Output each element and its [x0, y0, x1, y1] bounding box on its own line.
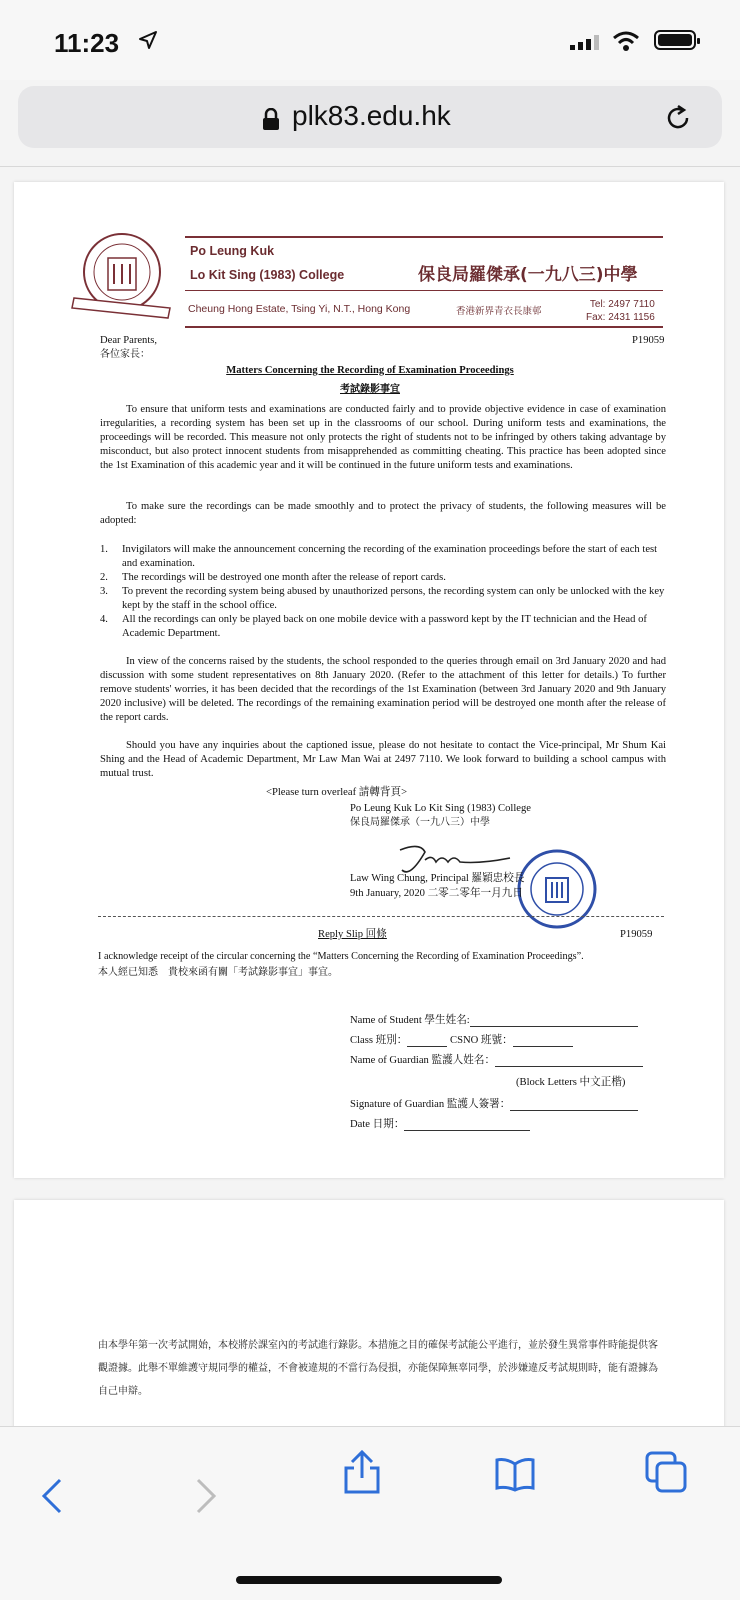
class-field[interactable]: Class 班別： — [350, 1032, 447, 1047]
paragraph-4: Should you have any inquiries about the captioned issue, please do not hesitate to contact the Vice-principal, Mr Shum Kai Shing and the Head of Academic Department, Mr Law Man Wai at 2497 7110. We look forward to building a school campus with mutual trust. — [100, 740, 666, 779]
letter-date: 9th January, 2020 二零二零年一月九日 — [350, 888, 523, 899]
url-text[interactable]: plk83.edu.hk — [292, 100, 451, 131]
school-fax: Fax: 2431 1156 — [586, 312, 655, 323]
block-letters-note: (Block Letters 中文正楷) — [516, 1077, 626, 1088]
letterhead-rule-top — [185, 236, 663, 238]
measure-item: 2. The recordings will be destroyed one month after the release of report cards. — [100, 572, 446, 583]
status-time: 11:23 — [54, 28, 120, 58]
tabs-icon[interactable] — [644, 1450, 688, 1494]
page2-chinese-paragraph: 由本學年第一次考試開始，本校將於課室內的考試進行錄影。本措施之目的確保考試能公平進行，並於發生異常事件時能提供客觀證據。此舉不單維護守規同學的權益，不會被違規的不當行為侵損，亦能保障無辜同學，於涉嫌違反考試規則時，能有證據為自己申辯。 — [98, 1340, 658, 1397]
school-name-line1: Po Leung Kuk — [190, 244, 275, 258]
school-signoff: Po Leung Kuk Lo Kit Sing (1983) College — [350, 803, 531, 814]
student-name-field[interactable]: Name of Student 學生姓名: — [350, 1012, 638, 1027]
school-name-line2: Lo Kit Sing (1983) College — [190, 268, 345, 282]
battery-icon — [654, 30, 696, 50]
guardian-name-field[interactable]: Name of Guardian 監護人姓名： — [350, 1052, 643, 1067]
letter-title: Matters Concerning the Recording of Examination Proceedings — [226, 365, 514, 376]
signal-icon — [570, 34, 600, 50]
reload-icon[interactable] — [664, 104, 692, 132]
school-address-chinese: 香港新界青衣長康邨 — [456, 306, 542, 317]
school-address: Cheung Hong Estate, Tsing Yi, N.T., Hong Kong — [188, 303, 411, 315]
measure-item: 4. All the recordings can only be played back on one mobile device with a password kept by the IT technician and the Head of Academic Department. — [100, 614, 647, 639]
status-bar — [0, 0, 740, 80]
back-icon[interactable] — [40, 1476, 66, 1516]
school-contact — [586, 298, 655, 324]
reply-slip-title: Reply Slip 回條 — [318, 929, 387, 940]
share-icon[interactable] — [342, 1448, 382, 1496]
location-arrow-icon — [138, 30, 158, 50]
acknowledgement-chinese: 本人經已知悉 貴校來函有關「考試錄影事宜」事宜。 — [98, 967, 338, 978]
paragraph-1: To ensure that uniform tests and examinations are conducted fairly and to provide objective evidence in case of examination irregularities, a recording system has been set up in the classrooms of our school. During uniform tests and examinations, the proceedings will be recorded. This measure not only protects the right of students not to be infringed by others taking advantage by misconduct, but also protect innocent students from misapprehended as committing cheating. This practice has been adopted since the 1st Examination of this academic year and it will be continued in the future uniform tests and examinations. — [100, 404, 666, 471]
header-divider — [0, 166, 740, 167]
bookmarks-icon[interactable] — [494, 1456, 536, 1492]
home-indicator — [236, 1576, 502, 1584]
acknowledgement-english: I acknowledge receipt of the circular concerning the “Matters Concerning the Recording of Examination Proceedings”. — [98, 951, 584, 962]
guardian-signature-field[interactable]: Signature of Guardian 監護人簽署： — [350, 1096, 638, 1111]
paragraph-3: In view of the concerns raised by the students, the school responded to the queries through email on 3rd January 2020 and had discussion with some student representatives on 8th January 2020. (Refer to the attachment of this letter for details.) To further remove students' worries, it has been decided that the recordings of the 1st Examination (between 3rd January 2020 and 9th January 2020 inclusive) will be deleted. The recordings of the remaining examination period will be destroyed one month after the release of the report cards. — [100, 656, 666, 723]
school-seal-stamp — [516, 848, 598, 930]
letter-title-chinese: 考試錄影事宜 — [340, 384, 400, 395]
salutation-chinese: 各位家長： — [100, 349, 150, 360]
forward-icon[interactable] — [192, 1476, 218, 1516]
letter-ref: P19059 — [632, 335, 665, 346]
salutation: Dear Parents, — [100, 335, 158, 346]
cut-line — [98, 916, 664, 917]
turn-overleaf-note: <Please turn overleaf 請轉背頁> — [266, 787, 408, 798]
wifi-icon — [612, 30, 640, 52]
csno-field[interactable]: CSNO 班號： — [450, 1032, 573, 1047]
letterhead-rule-middle — [185, 290, 663, 291]
school-name-chinese: 保良局羅傑承(一九八三)中學 — [418, 265, 638, 285]
school-tel: Tel: 2497 7110 — [589, 299, 655, 310]
paragraph-2: To make sure the recordings can be made smoothly and to protect the privacy of students, the following measures will be adopted: — [100, 501, 666, 526]
school-signoff-chinese: 保良局羅傑承（一九八三）中學 — [350, 817, 490, 828]
letterhead-rule-bottom — [185, 326, 663, 328]
measure-item: 3. To prevent the recording system being abused by unauthorized persons, the recording system can only be unlocked with the key kept by the staff in the school office. — [100, 586, 665, 611]
document-page-2 — [14, 1200, 724, 1460]
measure-item: 1. Invigilators will make the announcement concerning the recording of the examination proceedings before the start of each test and examination. — [100, 544, 658, 569]
school-crest-logo — [70, 228, 174, 332]
date-field[interactable]: Date 日期： — [350, 1116, 530, 1131]
reply-slip-ref: P19059 — [620, 929, 653, 940]
lock-icon — [262, 108, 280, 130]
signatory: Law Wing Chung, Principal 羅穎忠校長 — [350, 873, 525, 884]
